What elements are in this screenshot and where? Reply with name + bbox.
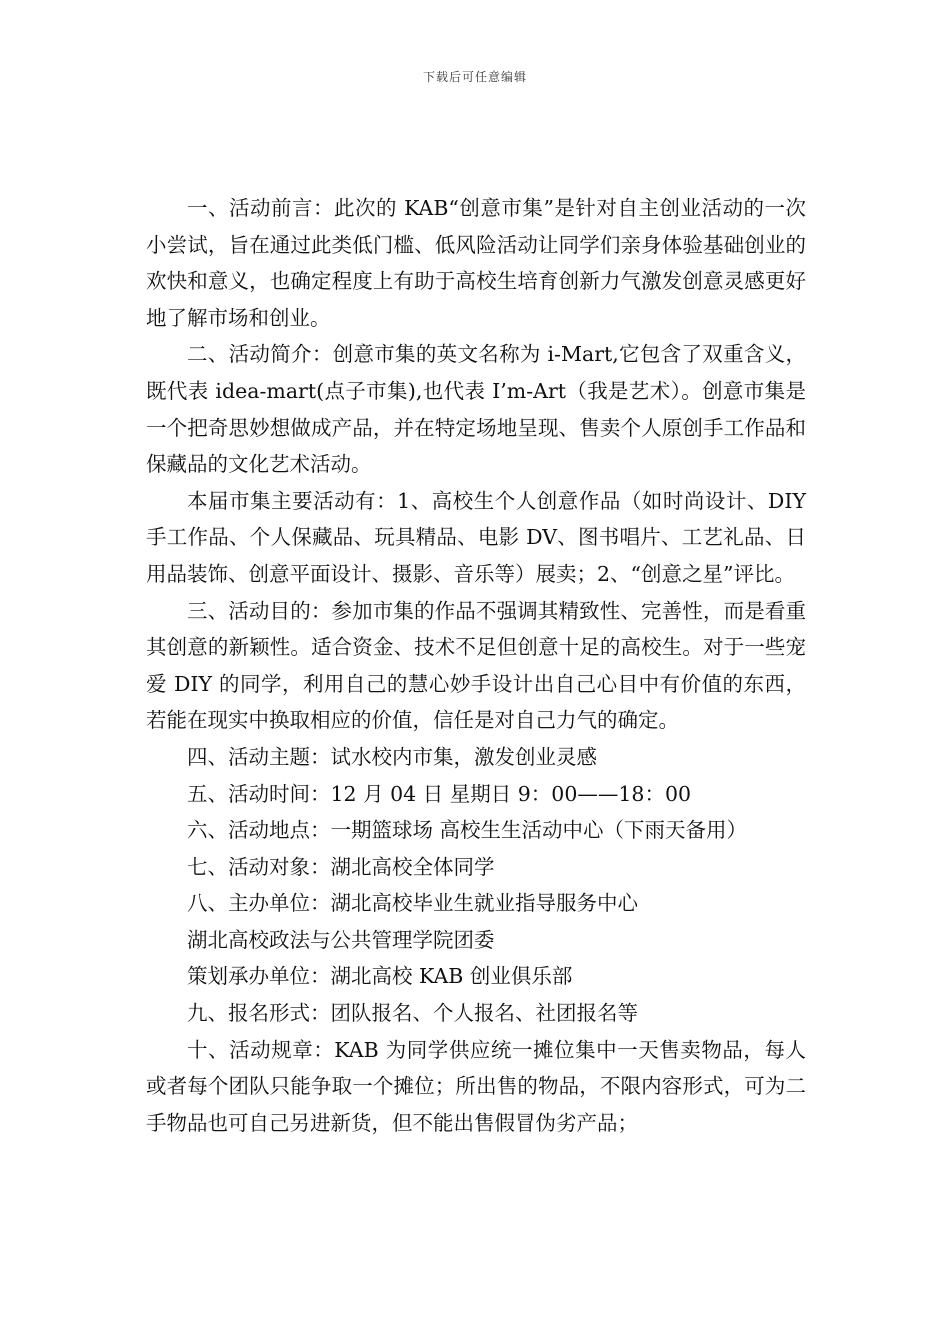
- paragraph-audience: 七、活动对象：湖北高校全体同学: [187, 854, 495, 879]
- paragraph-purpose: 三、活动目的：参加市集的作品不强调其精致性、完善性，而是看重其创意的新颖性。适合资金、技术不足但创意十足的高校生。对于一些宠爱 DIY 的同学，利用自己的慧心妙手设计出自己心目中有价值的东西，若能在现实中换取相应的价值，信任是对自己力气的确定。: [146, 598, 806, 733]
- paragraph-registration: 九、报名形式：团队报名、个人报名、社团报名等: [187, 1001, 638, 1026]
- document-body: [146, 190, 806, 1141]
- paragraph-rules: 十、活动规章：KAB 为同学供应统一摊位集中一天售卖物品，每人或者每个团队只能争取一个摊位；所出售的物品，不限内容形式，可为二手物品也可自己另进新货，但不能出售假冒伪劣产品；: [146, 1037, 806, 1135]
- paragraph-location: 六、活动地点：一期篮球场 高校生生活动中心（下雨天备用）: [187, 818, 748, 843]
- paragraph-preface: 一、活动前言：此次的 KAB“创意市集”是针对自主创业活动的一次小尝试，旨在通过此类低门槛、低风险活动让同学们亲身体验基础创业的欢快和意义，也确定程度上有助于高校生培育创新力气激发创意灵感更好地了解市场和创业。: [146, 196, 806, 330]
- paragraph-co-host: 湖北高校政法与公共管理学院团委: [187, 927, 495, 952]
- paragraph-host: 八、主办单位：湖北高校毕业生就业指导服务中心: [187, 891, 638, 916]
- paragraph-theme: 四、活动主题：试水校内市集，激发创业灵感: [187, 744, 597, 769]
- paragraph-time: 五、活动时间：12 月 04 日 星期日 9：00——18：00: [187, 781, 692, 806]
- paragraph-introduction: 二、活动简介：创意市集的英文名称为 i-Mart,它包含了双重含义，既代表 idea-mart(点子市集),也代表 I’m-Art（我是艺术）。创意市集是一个把奇思妙想做成产品，并在特定场地呈现、售卖个人原创手工作品和保藏品的文化艺术活动。: [146, 342, 806, 477]
- paragraph-main-activities: 本届市集主要活动有：1、高校生个人创意作品（如时尚设计、DIY 手工作品、个人保藏品、玩具精品、电影 DV、图书唱片、工艺礼品、日用品装饰、创意平面设计、摄影、音乐等）展卖；2、“创意之星”评比。: [146, 488, 806, 586]
- paragraph-organizer: 策划承办单位：湖北高校 KAB 创业俱乐部: [187, 964, 573, 989]
- page-header-note: 下载后可任意编辑: [422, 70, 527, 84]
